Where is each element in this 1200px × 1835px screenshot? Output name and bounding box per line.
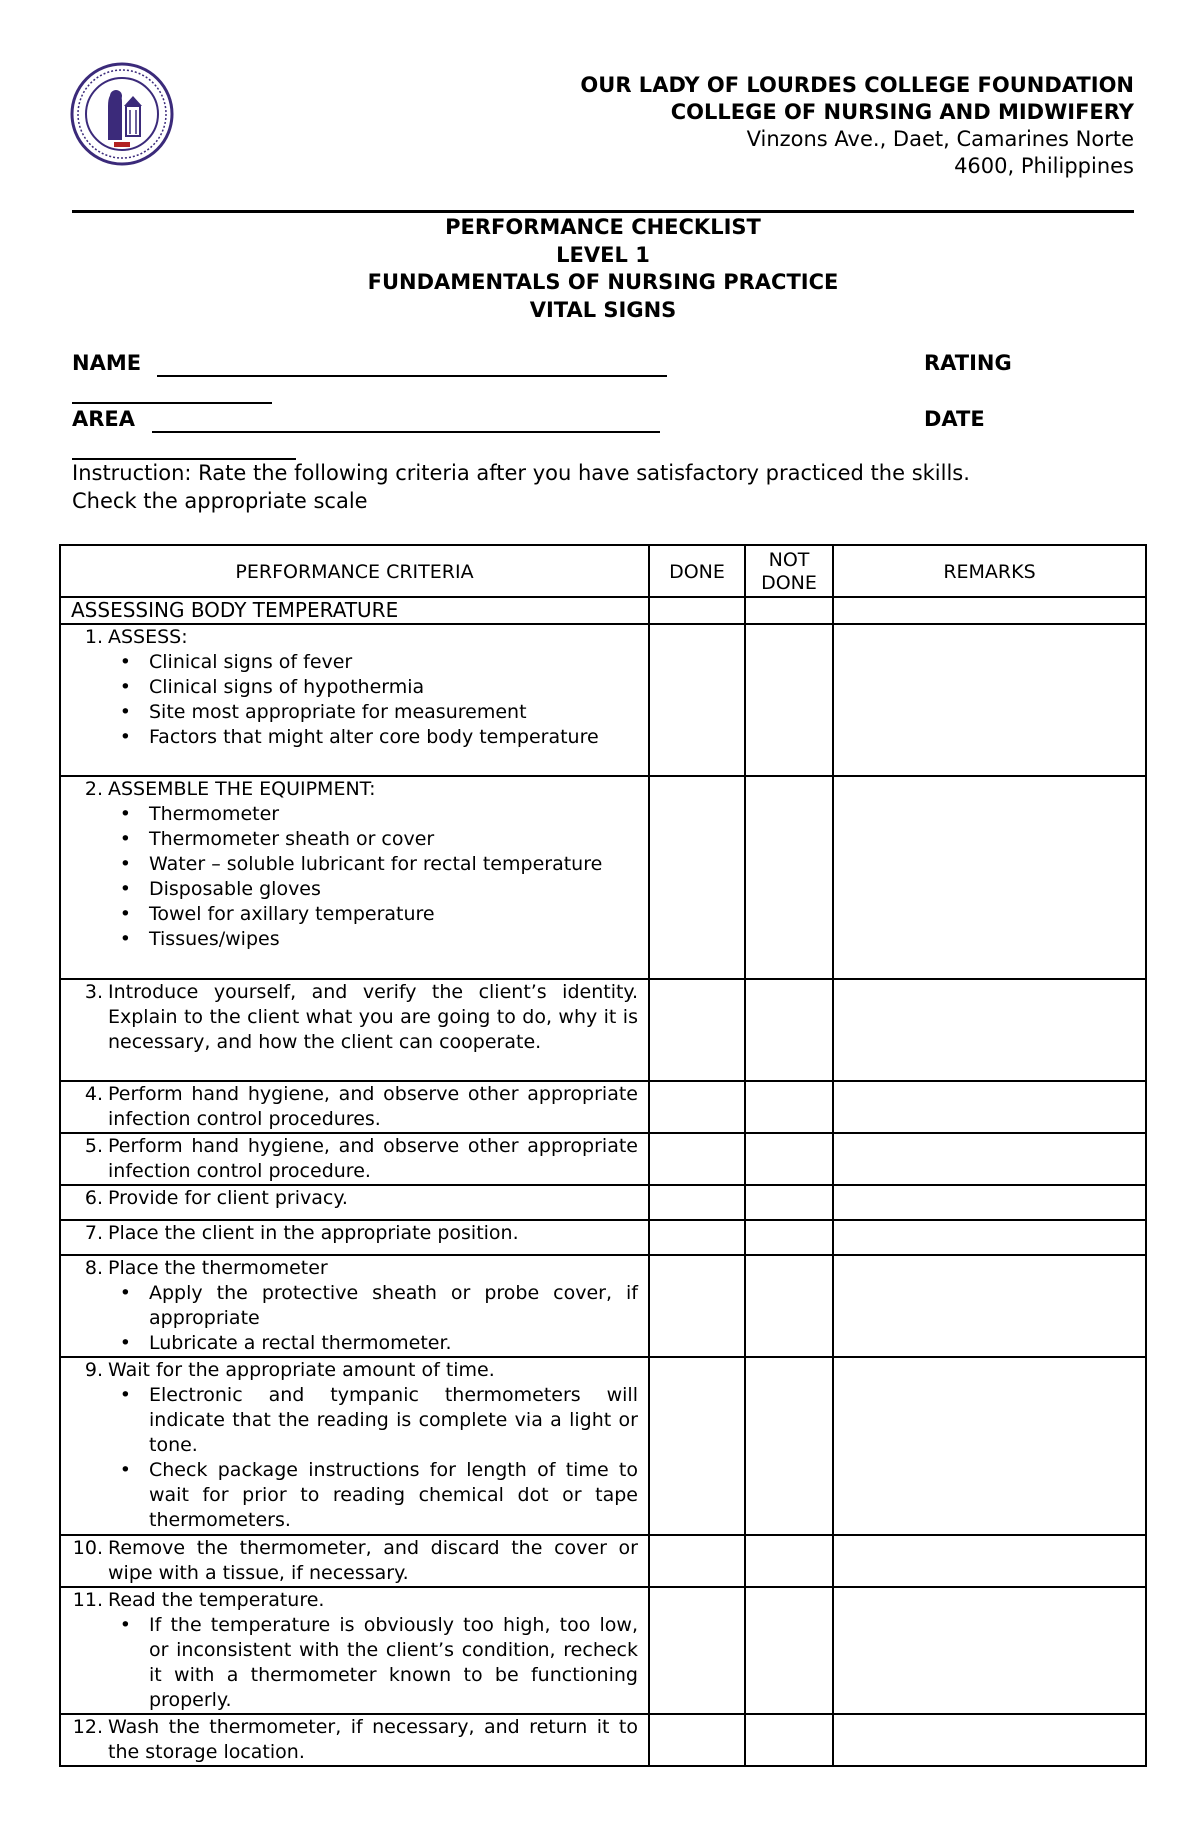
title-line-3: FUNDAMENTALS OF NURSING PRACTICE (367, 270, 839, 294)
remarks-cell[interactable] (833, 1587, 1146, 1714)
criteria-step (71, 1134, 638, 1184)
bullet-icon: • (119, 803, 131, 825)
remarks-cell[interactable] (833, 979, 1146, 1081)
step-text: Perform hand hygiene, and observe other appropriate infection control procedure. (108, 1135, 638, 1182)
bullet-item (71, 1458, 638, 1533)
bullet-item (71, 700, 638, 725)
table-header-row (60, 545, 1146, 597)
step-text: ASSESS: (108, 626, 188, 648)
remarks-cell[interactable] (833, 1535, 1146, 1587)
college-seal-logo (70, 62, 174, 166)
table-row (60, 624, 1146, 776)
not-done-cell[interactable] (745, 979, 833, 1081)
criteria-step (71, 980, 638, 1055)
step-number: 6. (84, 1187, 103, 1209)
bullet-icon: • (119, 1282, 131, 1304)
criteria-step (71, 625, 638, 650)
bullet-icon: • (119, 853, 131, 875)
bullet-icon: • (119, 1384, 131, 1406)
not-done-cell[interactable] (745, 1255, 833, 1357)
step-text: Wait for the appropriate amount of time. (108, 1359, 495, 1381)
bullet-icon: • (119, 903, 131, 925)
bullet-item (71, 902, 638, 927)
step-number: 1. (84, 626, 103, 648)
bullet-text: Water – soluble lubricant for rectal temperature (149, 853, 603, 875)
criteria-cell (60, 1714, 649, 1766)
name-input-line[interactable] (157, 375, 667, 377)
criteria-cell (60, 1081, 649, 1133)
section-row (60, 597, 1146, 624)
criteria-cell (60, 1357, 649, 1535)
remarks-cell[interactable] (833, 597, 1146, 624)
not-done-cell[interactable] (745, 1535, 833, 1587)
done-cell[interactable] (649, 1535, 745, 1587)
header-not-done-line-1: NOT (768, 549, 810, 571)
criteria-step (71, 1715, 638, 1765)
rating-label: RATING (924, 351, 1012, 375)
criteria-cell (60, 1255, 649, 1357)
remarks-cell[interactable] (833, 776, 1146, 979)
step-number: 10. (72, 1537, 103, 1559)
bullet-item (71, 802, 638, 827)
step-number: 8. (84, 1257, 103, 1279)
step-text: Place the thermometer (108, 1257, 328, 1279)
header-divider (72, 210, 1134, 213)
table-row (60, 1357, 1146, 1535)
college-name: COLLEGE OF NURSING AND MIDWIFERY (670, 100, 1134, 124)
header-not-done (745, 545, 833, 597)
table-row (60, 1535, 1146, 1587)
criteria-step (71, 1358, 638, 1383)
remarks-cell[interactable] (833, 1133, 1146, 1185)
instruction-text (72, 459, 1152, 515)
bullet-icon: • (119, 701, 131, 723)
table-row (60, 1185, 1146, 1220)
not-done-cell[interactable] (745, 1081, 833, 1133)
criteria-cell (60, 624, 649, 776)
bullet-icon: • (119, 878, 131, 900)
done-cell[interactable] (649, 776, 745, 979)
step-number: 9. (84, 1359, 103, 1381)
done-cell[interactable] (649, 1133, 745, 1185)
step-text: Perform hand hygiene, and observe other appropriate infection control procedures. (108, 1083, 638, 1130)
bullet-item (71, 827, 638, 852)
area-label: AREA (72, 407, 136, 431)
bullet-icon: • (119, 1332, 131, 1354)
step-text: Place the client in the appropriate position. (108, 1222, 519, 1244)
bullet-text: Thermometer (149, 803, 280, 825)
step-number: 2. (84, 778, 103, 800)
bullet-text: Electronic and tympanic thermometers will indicate that the reading is complete via a light or tone. (149, 1384, 638, 1456)
title-line-4: VITAL SIGNS (529, 297, 677, 322)
criteria-cell (60, 1587, 649, 1714)
step-number: 12. (72, 1716, 103, 1738)
bullet-item (71, 852, 638, 877)
criteria-step (71, 1536, 638, 1586)
bullet-item (71, 927, 638, 952)
remarks-cell[interactable] (833, 1357, 1146, 1535)
bullet-text: Thermometer sheath or cover (149, 828, 435, 850)
criteria-cell (60, 1535, 649, 1587)
bullet-icon: • (119, 1614, 131, 1636)
not-done-cell[interactable] (745, 1357, 833, 1535)
bullet-text: Apply the protective sheath or probe cover, if appropriate (149, 1282, 638, 1329)
address-line-2: 4600, Philippines (954, 154, 1134, 178)
bullet-item (71, 1281, 638, 1331)
step-number: 5. (84, 1135, 103, 1157)
bullet-text: Tissues/wipes (149, 928, 280, 950)
bullet-text: Lubricate a rectal thermometer. (149, 1332, 452, 1354)
bullet-icon: • (119, 1459, 131, 1481)
step-number: 11. (72, 1589, 103, 1611)
step-text: Wash the thermometer, if necessary, and return it to the storage location. (108, 1716, 638, 1763)
criteria-step (71, 1221, 638, 1246)
instruction-line-2: Check the appropriate scale (72, 489, 368, 513)
performance-checklist-table (59, 544, 1147, 1767)
criteria-cell (60, 1133, 649, 1185)
checklist-title-block (72, 214, 1134, 324)
table-row (60, 979, 1146, 1081)
bullet-icon: • (119, 726, 131, 748)
bullet-text: If the temperature is obviously too high, too low, or inconsistent with the client’s condition, recheck it with a thermometer known to be functioning properly. (149, 1614, 638, 1711)
remarks-cell[interactable] (833, 1714, 1146, 1766)
bullet-item (71, 877, 638, 902)
bullet-text: Check package instructions for length of time to wait for prior to reading chemical dot or tape thermometers. (149, 1459, 638, 1531)
bullet-item (71, 1613, 638, 1713)
not-done-cell[interactable] (745, 1587, 833, 1714)
table-row (60, 1133, 1146, 1185)
step-text: Introduce yourself, and verify the client’s identity. Explain to the client what you are going to do, why it is necessary, and how the client can cooperate. (108, 981, 638, 1053)
table-row (60, 1587, 1146, 1714)
bullet-icon: • (119, 676, 131, 698)
area-input-line[interactable] (152, 431, 660, 433)
criteria-cell (60, 979, 649, 1081)
remarks-cell[interactable] (833, 1185, 1146, 1220)
bullet-text: Clinical signs of fever (149, 651, 353, 673)
table-row (60, 776, 1146, 979)
bullet-item (71, 650, 638, 675)
not-done-cell[interactable] (745, 1714, 833, 1766)
bullet-text: Clinical signs of hypothermia (149, 676, 425, 698)
done-cell[interactable] (649, 1220, 745, 1255)
bullet-icon: • (119, 828, 131, 850)
not-done-cell[interactable] (745, 624, 833, 776)
criteria-step (71, 1256, 638, 1281)
bullet-item (71, 675, 638, 700)
done-cell[interactable] (649, 1255, 745, 1357)
remarks-cell[interactable] (833, 624, 1146, 776)
done-cell[interactable] (649, 624, 745, 776)
bullet-text: Site most appropriate for measurement (149, 701, 527, 723)
table-row (60, 1081, 1146, 1133)
done-cell[interactable] (649, 597, 745, 624)
remarks-cell[interactable] (833, 1081, 1146, 1133)
not-done-cell[interactable] (745, 776, 833, 979)
criteria-step (71, 1082, 638, 1132)
remarks-cell[interactable] (833, 1220, 1146, 1255)
step-number: 3. (84, 981, 103, 1003)
institution-name: OUR LADY OF LOURDES COLLEGE FOUNDATION (580, 73, 1134, 97)
not-done-cell[interactable] (745, 1185, 833, 1220)
criteria-step (71, 777, 638, 802)
criteria-cell (60, 776, 649, 979)
bullet-icon: • (119, 651, 131, 673)
step-text: Read the temperature. (108, 1589, 325, 1611)
table-row (60, 1714, 1146, 1766)
not-done-cell[interactable] (745, 1133, 833, 1185)
bullet-text: Towel for axillary temperature (149, 903, 435, 925)
done-cell[interactable] (649, 1714, 745, 1766)
bullet-item (71, 725, 638, 750)
step-text: ASSEMBLE THE EQUIPMENT: (108, 778, 376, 800)
criteria-cell (60, 1220, 649, 1255)
not-done-cell[interactable] (745, 1220, 833, 1255)
step-text: Remove the thermometer, and discard the cover or wipe with a tissue, if necessary. (108, 1537, 638, 1584)
header-remarks: REMARKS (833, 545, 1146, 597)
step-number: 7. (84, 1222, 103, 1244)
step-text: Provide for client privacy. (108, 1187, 348, 1209)
bullet-item (71, 1383, 638, 1458)
name-label: NAME (72, 351, 142, 375)
table-row (60, 1255, 1146, 1357)
remarks-cell[interactable] (833, 1255, 1146, 1357)
criteria-cell (60, 1185, 649, 1220)
header-performance-criteria: PERFORMANCE CRITERIA (60, 545, 649, 597)
criteria-step (71, 1186, 638, 1211)
criteria-step (71, 1588, 638, 1613)
step-number: 4. (84, 1083, 103, 1105)
done-cell[interactable] (649, 1587, 745, 1714)
table-row (60, 1220, 1146, 1255)
title-line-2: LEVEL 1 (556, 242, 650, 267)
bullet-text: Disposable gloves (149, 878, 321, 900)
done-cell[interactable] (649, 979, 745, 1081)
bullet-item (71, 1331, 638, 1356)
rating-input-line[interactable] (72, 402, 272, 404)
not-done-cell[interactable] (745, 597, 833, 624)
done-cell[interactable] (649, 1357, 745, 1535)
header-done: DONE (649, 545, 745, 597)
header-not-done-line-2: DONE (761, 572, 817, 594)
done-cell[interactable] (649, 1081, 745, 1133)
institution-header (580, 72, 1134, 180)
bullet-icon: • (119, 928, 131, 950)
instruction-line-1: Instruction: Rate the following criteria after you have satisfactory practiced the skills. (72, 461, 970, 485)
done-cell[interactable] (649, 1185, 745, 1220)
section-title: ASSESSING BODY TEMPERATURE (60, 597, 649, 624)
date-label: DATE (924, 407, 985, 431)
bullet-text: Factors that might alter core body temperature (149, 726, 599, 748)
address-line-1: Vinzons Ave., Daet, Camarines Norte (746, 127, 1134, 151)
title-line-1: PERFORMANCE CHECKLIST (445, 215, 761, 239)
